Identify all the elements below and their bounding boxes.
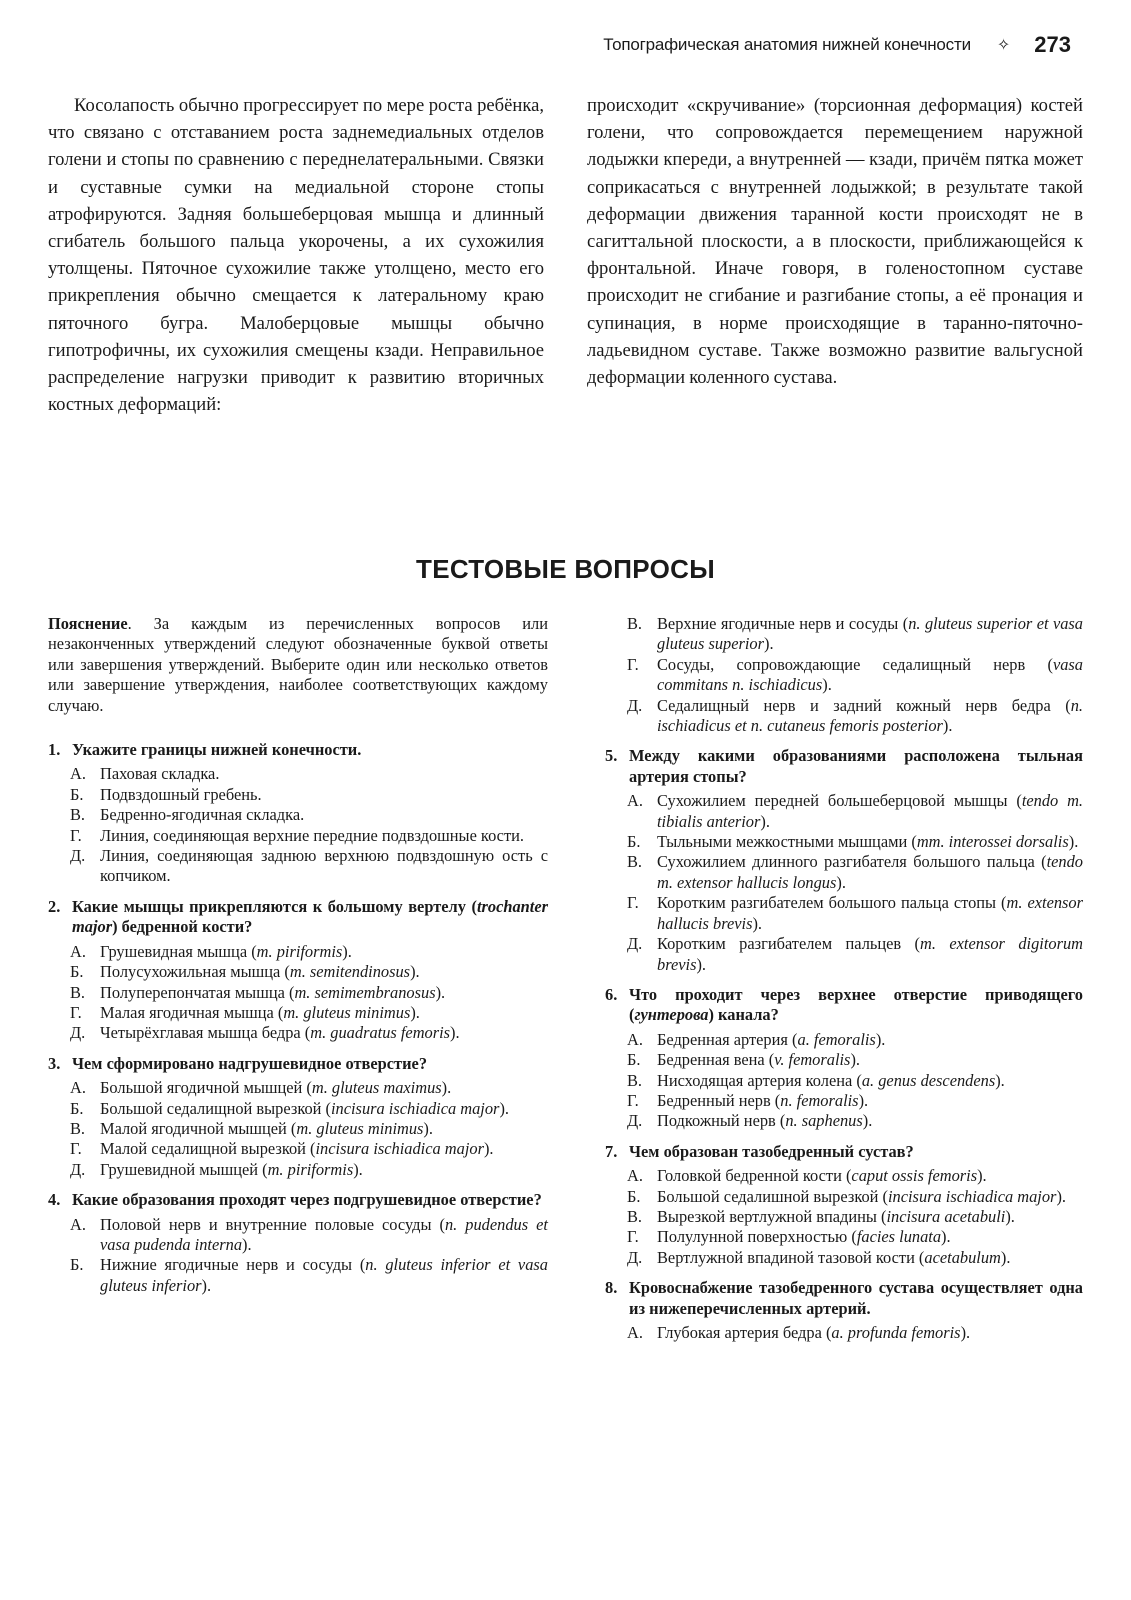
answer-text bbox=[100, 1255, 548, 1296]
answer-latin-term: tendo m. extensor hallucis longus bbox=[657, 852, 1083, 892]
answer-text-main: Бедренная вена ( bbox=[657, 1050, 775, 1070]
answer-list bbox=[605, 791, 1083, 975]
answer-text-main: Полусухожильная мышца ( bbox=[100, 962, 290, 982]
answer-list bbox=[48, 1215, 548, 1297]
answer-text bbox=[100, 1119, 548, 1139]
answer-text-tail: ). bbox=[499, 1098, 509, 1118]
answer-text-main: Четырёхглавая мышца бедра ( bbox=[100, 1023, 311, 1043]
answer-letter: Д. bbox=[627, 1111, 643, 1131]
answer-option bbox=[627, 791, 1083, 832]
answer-list bbox=[48, 942, 548, 1044]
question-text-post: ) бедренной кости? bbox=[112, 917, 253, 937]
answer-text bbox=[657, 1030, 1083, 1050]
answer-letter: Д. bbox=[627, 695, 643, 715]
question-text bbox=[629, 985, 1083, 1026]
answer-text-main: Линия, соединяющая заднюю верхнюю подвздошную ость с копчиком. bbox=[100, 846, 548, 886]
question-item bbox=[48, 897, 548, 1044]
question-text: Кровоснабжение тазобедренного сустава осуществляет одна из нижеперечисленных артерий. bbox=[629, 1278, 1083, 1318]
answer-text bbox=[100, 764, 548, 784]
answer-option bbox=[627, 1091, 1083, 1111]
answer-option bbox=[627, 1248, 1083, 1268]
answer-text-main: Бедренная артерия ( bbox=[657, 1029, 798, 1049]
answer-text bbox=[100, 826, 548, 846]
intro-paragraph-right: происходит «скручивание» (торсионная деформация) костей голени, что сопровождается перемещением наружной лодыжки кпереди, а внутренней — кзади, причём пятка может соприкасаться с внутренней лодыжкой; в результате такой деформации движения таранной кости происходят не в сагиттальной плоскости, а в плоскости, приближающейся к фронтальной. Иначе говоря, в голеностопном суставе происходит не сгибание и разгибание стопы, а её пронация и супинация, в норме происходящие в таранно-пяточно-ладьевидном суставе. Также возможно развитие вальгусной деформации коленного сустава. bbox=[587, 95, 1083, 389]
answer-text-tail: ). bbox=[450, 1023, 460, 1043]
answer-letter: Г. bbox=[627, 1090, 639, 1110]
answer-text-main: Сосуды, сопровождающие седалищный нерв ( bbox=[657, 654, 1053, 674]
intro-text bbox=[48, 92, 1083, 418]
answer-text bbox=[657, 1227, 1083, 1247]
answer-list bbox=[48, 764, 548, 886]
answer-option bbox=[70, 1003, 548, 1023]
answer-letter: Б. bbox=[70, 1098, 84, 1118]
answer-text-main: Тыльными межкостными мышцами ( bbox=[657, 832, 917, 852]
answer-option bbox=[70, 983, 548, 1003]
answer-latin-term: v. femoralis bbox=[774, 1050, 851, 1070]
question-number: 4. bbox=[48, 1190, 61, 1210]
note-label: Пояснение bbox=[48, 614, 128, 633]
answer-text-tail: ). bbox=[410, 962, 420, 982]
question-text: Укажите границы нижней конечности. bbox=[72, 740, 362, 760]
answer-latin-term: m. gluteus minimus bbox=[296, 1118, 424, 1138]
note-text: . За каждым из перечисленных вопросов или незаконченных утверждений следуют обозначенные буквой ответы или завершения утверждений. Выберите один или несколько ответов или завершение утверждения, наиболее соответствующих каждому случаю. bbox=[48, 614, 548, 715]
question-number: 1. bbox=[48, 740, 61, 760]
answer-latin-term: m. gluteus maximus bbox=[311, 1078, 442, 1098]
answer-option bbox=[627, 1187, 1083, 1207]
answer-text-tail: ). bbox=[822, 675, 832, 695]
question-item bbox=[605, 1278, 1083, 1343]
answer-text-main: Линия, соединяющая верхние передние подвздошные кости. bbox=[100, 825, 524, 845]
explanation-note bbox=[48, 614, 548, 716]
answer-latin-term: m. piriformis bbox=[267, 1159, 354, 1179]
answer-letter: А. bbox=[70, 1078, 86, 1098]
answer-text-main: Глубокая артерия бедра ( bbox=[657, 1323, 832, 1342]
answer-text-tail: ). bbox=[858, 1090, 869, 1110]
question-item bbox=[605, 985, 1083, 1132]
answer-option bbox=[627, 1323, 1083, 1343]
question-heading bbox=[48, 1054, 548, 1074]
answer-latin-term: m. guadratus femoris bbox=[310, 1023, 451, 1043]
answer-letter: Б. bbox=[627, 832, 641, 852]
answer-text bbox=[657, 893, 1083, 934]
answer-option bbox=[627, 614, 1083, 655]
answer-text bbox=[100, 962, 548, 982]
answer-option bbox=[70, 1139, 548, 1159]
answer-text-main: Большой седалищной вырезкой ( bbox=[100, 1098, 331, 1118]
answer-text bbox=[657, 1207, 1083, 1227]
answer-text-tail: ). bbox=[435, 982, 446, 1002]
answer-option bbox=[627, 832, 1083, 852]
answer-latin-term: a. profunda femoris bbox=[831, 1323, 961, 1342]
question-heading bbox=[605, 1278, 1083, 1319]
answer-option bbox=[627, 1111, 1083, 1131]
answer-option bbox=[627, 1207, 1083, 1227]
answer-latin-term: m. extensor digitorum brevis bbox=[657, 934, 1083, 974]
answer-letter: А. bbox=[70, 1214, 86, 1234]
answer-text-main: Коротким разгибателем пальцев ( bbox=[657, 934, 921, 954]
answer-latin-term: a. femoralis bbox=[797, 1029, 876, 1049]
question-text-post: ) канала? bbox=[708, 1005, 779, 1025]
answer-option bbox=[70, 1023, 548, 1043]
question-text bbox=[72, 897, 548, 938]
answer-latin-term: m. semimembranosus bbox=[294, 982, 436, 1002]
answer-letter: А. bbox=[627, 1323, 643, 1342]
answer-letter: Д. bbox=[70, 846, 86, 866]
answer-letter: В. bbox=[70, 805, 86, 825]
answer-text-main: Седалищный нерв и задний кожный нерв бедра ( bbox=[657, 695, 1071, 715]
answer-latin-term: n. gluteus superior et vasa gluteus superior bbox=[657, 614, 1083, 654]
answer-letter: Г. bbox=[627, 654, 639, 674]
answer-latin-term: n. saphenus bbox=[785, 1111, 863, 1131]
answer-list bbox=[605, 1166, 1083, 1268]
question-text: Какие образования проходят через подгрушевидное отверстие? bbox=[72, 1190, 542, 1210]
answer-text-main: Бедренно-ягодичная складка. bbox=[100, 805, 305, 825]
answer-text bbox=[100, 1160, 548, 1180]
answer-letter: В. bbox=[627, 1070, 643, 1090]
answer-text-tail: ). bbox=[353, 1159, 363, 1179]
answer-text-main: Коротким разгибателем большого пальца стопы ( bbox=[657, 893, 1007, 913]
answer-text bbox=[657, 1111, 1083, 1131]
question-text-pre: Какие мышцы прикрепляются к большому вертелу ( bbox=[72, 896, 477, 916]
question-heading bbox=[605, 1142, 1083, 1162]
answer-letter: Д. bbox=[70, 1159, 86, 1179]
question-text: Между какими образованиями расположена тыльная артерия стопы? bbox=[629, 746, 1083, 786]
answer-text-tail: ). bbox=[764, 634, 774, 654]
answer-text bbox=[657, 832, 1083, 852]
answer-text-tail: ). bbox=[960, 1323, 971, 1342]
answer-latin-term: m. semitendinosus bbox=[289, 962, 411, 982]
answer-letter: Г. bbox=[70, 1002, 82, 1022]
answer-latin-term: incisura acetabuli bbox=[886, 1206, 1006, 1226]
question-item bbox=[48, 740, 548, 887]
answer-letter: Г. bbox=[70, 825, 82, 845]
answer-list bbox=[605, 1030, 1083, 1132]
answer-text-main: Нижние ягодичные нерв и сосуды ( bbox=[100, 1255, 366, 1275]
answer-text-tail: ). bbox=[1056, 1186, 1066, 1206]
answer-latin-term: caput ossis femoris bbox=[851, 1166, 978, 1186]
intro-column-left bbox=[48, 92, 544, 418]
answer-latin-term: n. femoralis bbox=[780, 1090, 859, 1110]
answer-option bbox=[627, 1050, 1083, 1070]
answer-letter: Г. bbox=[627, 1227, 639, 1247]
answer-text-tail: ). bbox=[1005, 1206, 1015, 1226]
answer-latin-term: n. ischiadicus et n. cutaneus femoris posterior bbox=[657, 695, 1083, 736]
answer-text bbox=[657, 1248, 1083, 1268]
intro-paragraph-left: Косолапость обычно прогрессирует по мере роста ребёнка, что связано с отставанием роста заднемедиальных отделов голени и стопы по сравнению с переднелатеральными. Связки и суставные сумки на медиальной стороне стопы атрофируются. Задняя большеберцовая мышца и длинный сгибатель большого пальца укорочены, а их сухожилия утолщены. Пяточное сухожилие также утолщено, место его прикрепления обычно смещается к латеральному краю пяточного бугра. Малоберцовые мышцы обычно гипотрофичны, их сухожилия смещены кзади. Неправильное распределение нагрузки приводит к развитию вторичных костных деформаций: bbox=[48, 95, 544, 416]
answer-text-main: Бедренный нерв ( bbox=[657, 1090, 781, 1110]
answer-text-tail: ). bbox=[1068, 832, 1079, 852]
answer-option bbox=[627, 1030, 1083, 1050]
answer-text bbox=[657, 1323, 1083, 1343]
test-questions bbox=[48, 614, 1083, 1353]
answer-option bbox=[70, 1255, 548, 1296]
answer-option bbox=[70, 846, 548, 887]
answer-text-tail: ). bbox=[836, 872, 846, 892]
answer-option bbox=[627, 934, 1083, 975]
answer-text-tail: ). bbox=[696, 954, 707, 974]
answer-text-tail: ). bbox=[942, 716, 953, 736]
answer-text bbox=[100, 1078, 548, 1098]
answer-text-main: Большой седалишной вырезкой ( bbox=[657, 1186, 888, 1206]
answer-text-main: Паховая складка. bbox=[100, 764, 220, 784]
question-heading bbox=[48, 897, 548, 938]
answer-text bbox=[100, 942, 548, 962]
answer-list bbox=[605, 1323, 1083, 1343]
answer-letter: А. bbox=[627, 1166, 643, 1186]
answer-text-main: Головкой бедренной кости ( bbox=[657, 1166, 852, 1186]
answer-text bbox=[657, 1166, 1083, 1186]
answer-text-tail: ). bbox=[441, 1078, 452, 1098]
answer-letter: А. bbox=[70, 764, 86, 784]
answer-text-tail: ). bbox=[1000, 1247, 1011, 1267]
answer-text-tail: ). bbox=[862, 1111, 873, 1131]
question-latin-term: trochanter major bbox=[72, 896, 548, 937]
answer-option bbox=[627, 1166, 1083, 1186]
answer-latin-term: vasa commitans n. ischiadicus bbox=[657, 654, 1083, 695]
answer-text-tail: ). bbox=[201, 1275, 212, 1295]
question-number: 8. bbox=[605, 1278, 618, 1298]
answer-text-main: Грушевидная мышца ( bbox=[100, 941, 257, 961]
answer-latin-term: facies lunata bbox=[856, 1227, 942, 1247]
answer-text bbox=[657, 614, 1083, 655]
answer-option bbox=[70, 942, 548, 962]
answer-latin-term: m. extensor hallucis brevis bbox=[657, 893, 1083, 933]
answer-text-main: Грушевидной мышцей ( bbox=[100, 1159, 268, 1179]
answer-latin-term: mm. interossei dorsalis bbox=[916, 832, 1069, 852]
answer-text bbox=[657, 1091, 1083, 1111]
answer-option bbox=[70, 1078, 548, 1098]
answer-text-main: Подкожный нерв ( bbox=[657, 1111, 786, 1131]
answer-option bbox=[70, 826, 548, 846]
answer-letter: Б. bbox=[70, 1255, 84, 1275]
answer-option bbox=[70, 785, 548, 805]
question-text-pre: Что проходит через верхнее отверстие приводящего ( bbox=[629, 984, 1083, 1025]
question-number: 5. bbox=[605, 746, 618, 766]
answer-text bbox=[100, 805, 548, 825]
question-heading bbox=[605, 746, 1083, 787]
answer-text-main: Большой ягодичной мышцей ( bbox=[100, 1078, 312, 1098]
answer-letter: Д. bbox=[627, 934, 643, 954]
answer-text bbox=[657, 791, 1083, 832]
answer-letter: В. bbox=[70, 1118, 86, 1138]
answer-text bbox=[100, 1023, 548, 1043]
answer-latin-term: incisura ischiadica major bbox=[887, 1186, 1057, 1206]
answer-text bbox=[100, 1215, 548, 1256]
question-heading bbox=[48, 740, 548, 760]
questions-column-right bbox=[605, 614, 1083, 1353]
answer-text-tail: ). bbox=[760, 811, 770, 831]
answer-text bbox=[657, 1187, 1083, 1207]
page-number: 273 bbox=[1034, 32, 1071, 57]
answer-letter: В. bbox=[627, 852, 643, 872]
answer-text bbox=[100, 983, 548, 1003]
answer-text-main: Подвздошный гребень. bbox=[100, 784, 262, 804]
question-item bbox=[605, 746, 1083, 974]
answer-text-main: Малой седалищной вырезкой ( bbox=[100, 1139, 316, 1159]
separator-ornament-icon: ✧ bbox=[996, 37, 1011, 54]
answer-text-main: Половой нерв и внутренние половые сосуды ( bbox=[100, 1214, 445, 1234]
question-text: Чем сформировано надгрушевидное отверстие? bbox=[72, 1053, 428, 1073]
answer-text bbox=[657, 655, 1083, 696]
answer-text-main: Сухожилием передней большеберцовой мышцы ( bbox=[657, 791, 1022, 811]
answer-letter: Б. bbox=[70, 962, 84, 982]
answer-letter: Г. bbox=[70, 1139, 82, 1159]
answer-option bbox=[70, 764, 548, 784]
answer-text-main: Малая ягодичная мышца ( bbox=[100, 1002, 284, 1022]
answer-text bbox=[100, 1139, 548, 1159]
answer-latin-term: m. piriformis bbox=[256, 941, 343, 961]
answer-text-main: Нисходящая артерия колена ( bbox=[657, 1070, 862, 1090]
question-continuation bbox=[605, 614, 1083, 736]
answer-letter: В. bbox=[70, 982, 86, 1002]
answer-letter: В. bbox=[627, 614, 643, 633]
answer-text bbox=[657, 696, 1083, 737]
answer-latin-term: a. genus descendens bbox=[861, 1070, 996, 1090]
answer-latin-term: acetabulum bbox=[924, 1247, 1001, 1267]
answer-option bbox=[627, 696, 1083, 737]
answer-text bbox=[657, 934, 1083, 975]
answer-text-main: Вырезкой вертлужной впадины ( bbox=[657, 1206, 887, 1226]
answer-text-tail: ). bbox=[242, 1234, 252, 1254]
answer-text-tail: ). bbox=[977, 1166, 987, 1186]
answer-option bbox=[627, 1227, 1083, 1247]
answer-latin-term: incisura ischiadica major bbox=[315, 1139, 484, 1159]
answer-letter: Д. bbox=[70, 1023, 86, 1043]
answer-text-tail: ). bbox=[995, 1070, 1005, 1090]
answer-text-main: Малой ягодичной мышцей ( bbox=[100, 1118, 297, 1138]
answer-letter: А. bbox=[627, 1029, 643, 1049]
running-header bbox=[496, 30, 1071, 60]
answer-text bbox=[100, 1099, 548, 1119]
answer-text-tail: ). bbox=[941, 1227, 951, 1247]
answer-text-main: Полуперепончатая мышца ( bbox=[100, 982, 295, 1002]
answer-option bbox=[627, 655, 1083, 696]
question-heading bbox=[605, 985, 1083, 1026]
answer-letter: Б. bbox=[627, 1186, 641, 1206]
question-text: Чем образован тазобедренный сустав? bbox=[629, 1141, 914, 1161]
answer-letter: Г. bbox=[627, 893, 639, 913]
question-number: 2. bbox=[48, 896, 61, 916]
answer-text bbox=[657, 1050, 1083, 1070]
answer-option bbox=[70, 962, 548, 982]
question-item bbox=[605, 1142, 1083, 1268]
answer-letter: В. bbox=[627, 1206, 643, 1226]
answer-text bbox=[100, 785, 548, 805]
answer-text-tail: ). bbox=[850, 1050, 861, 1070]
answer-option bbox=[70, 1160, 548, 1180]
answer-latin-term: m. gluteus minimus bbox=[283, 1002, 411, 1022]
question-number: 6. bbox=[605, 984, 618, 1004]
answer-option bbox=[70, 1099, 548, 1119]
answer-text-tail: ). bbox=[423, 1118, 433, 1138]
answer-list bbox=[48, 1078, 548, 1180]
answer-text bbox=[657, 852, 1083, 893]
question-latin-term: гунтерова bbox=[634, 1005, 709, 1025]
answer-option bbox=[70, 1215, 548, 1256]
answer-letter: А. bbox=[627, 791, 643, 811]
answer-text-main: Вертлужной впадиной тазовой кости ( bbox=[657, 1247, 925, 1267]
answer-text-tail: ). bbox=[483, 1139, 494, 1159]
question-number: 7. bbox=[605, 1141, 618, 1161]
answer-letter: А. bbox=[70, 941, 86, 961]
question-item bbox=[48, 1054, 548, 1180]
answer-text-main: Полулунной поверхностью ( bbox=[657, 1227, 857, 1247]
answer-letter: Б. bbox=[627, 1050, 641, 1070]
answer-letter: Д. bbox=[627, 1247, 643, 1267]
answer-list bbox=[605, 614, 1083, 736]
answer-text-tail: ). bbox=[752, 913, 763, 933]
answer-latin-term: n. gluteus inferior et vasa gluteus inferior bbox=[100, 1255, 548, 1295]
answer-latin-term: tendo m. tibialis anterior bbox=[657, 791, 1084, 831]
answer-text-main: Сухожилием длинного разгибателя большого пальца ( bbox=[657, 852, 1047, 872]
answer-option bbox=[627, 893, 1083, 934]
answer-option bbox=[70, 1119, 548, 1139]
question-heading bbox=[48, 1190, 548, 1210]
answer-latin-term: n. pudendus et vasa pudenda interna bbox=[100, 1214, 548, 1254]
answer-text bbox=[100, 1003, 548, 1023]
answer-text bbox=[100, 846, 548, 887]
answer-text-main: Верхние ягодичные нерв и сосуды ( bbox=[657, 614, 909, 633]
answer-text bbox=[657, 1071, 1083, 1091]
answer-option bbox=[70, 805, 548, 825]
questions-column-left bbox=[48, 614, 548, 1353]
answer-text-tail: ). bbox=[875, 1029, 886, 1049]
running-title: Топографическая анатомия нижней конечности bbox=[603, 35, 971, 54]
answer-option bbox=[627, 852, 1083, 893]
answer-text-tail: ). bbox=[342, 941, 352, 961]
answer-latin-term: incisura ischiadica major bbox=[330, 1098, 500, 1118]
answer-letter: Б. bbox=[70, 784, 84, 804]
answer-text-tail: ). bbox=[410, 1002, 420, 1022]
answer-option bbox=[627, 1071, 1083, 1091]
intro-column-right bbox=[587, 92, 1083, 418]
question-number: 3. bbox=[48, 1053, 61, 1073]
question-item bbox=[48, 1190, 548, 1296]
section-title: ТЕСТОВЫЕ ВОПРОСЫ bbox=[416, 554, 715, 584]
